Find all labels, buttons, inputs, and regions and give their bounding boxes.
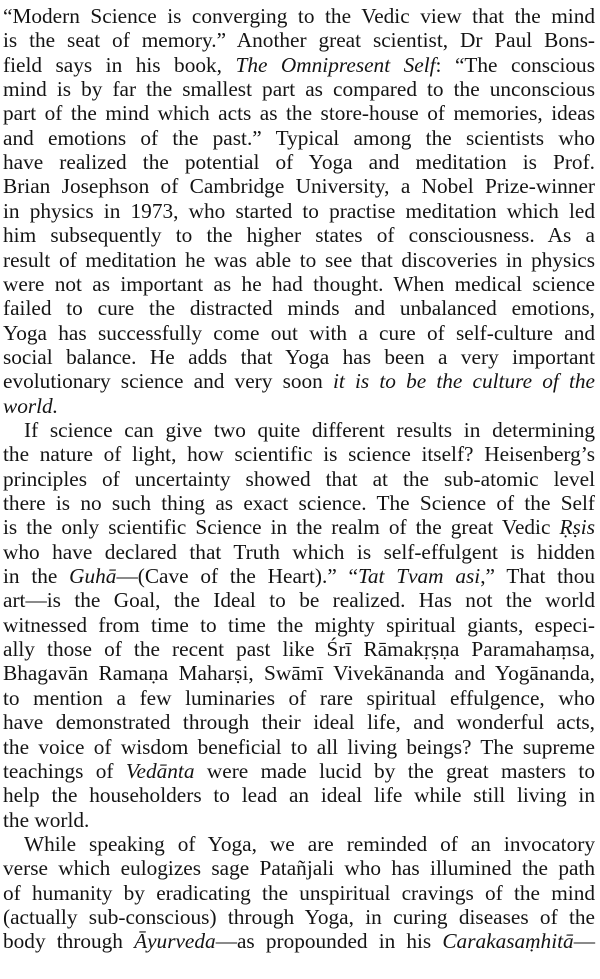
text-segment: : “The conscious bbox=[435, 52, 595, 77]
text-segment: have realized the potential of Yoga and meditation is Prof. bbox=[3, 150, 595, 175]
text-line bbox=[3, 4, 595, 28]
text-line bbox=[24, 832, 595, 856]
text-line bbox=[3, 296, 595, 320]
italic-text: Ṛṣis bbox=[559, 515, 595, 540]
text-segment: him subsequently to the higher states of consciousness. As a bbox=[3, 223, 595, 248]
text-segment: While speaking of Yoga, we are reminded of an invocatory bbox=[24, 831, 595, 856]
text-line bbox=[3, 174, 595, 198]
text-segment: were not as important as he had thought. When medical science bbox=[3, 271, 595, 296]
italic-text: The Omnipresent Self bbox=[235, 52, 436, 77]
text-line bbox=[3, 783, 595, 807]
text-segment: the world. bbox=[3, 807, 90, 832]
text-line bbox=[3, 881, 595, 905]
text-line bbox=[3, 686, 595, 710]
text-line bbox=[3, 564, 595, 588]
text-line bbox=[3, 905, 595, 929]
text-line bbox=[3, 77, 595, 101]
text-line bbox=[3, 759, 595, 783]
text-segment: — bbox=[573, 929, 595, 954]
text-line bbox=[3, 28, 595, 52]
text-line bbox=[3, 467, 595, 491]
text-segment: Brian Josephson of Cambridge University, a Nobel Prize-winner bbox=[3, 174, 595, 199]
text-segment: —(Cave of the Heart).” “ bbox=[116, 564, 359, 589]
text-segment: teachings of bbox=[3, 758, 126, 783]
text-line bbox=[3, 515, 595, 539]
text-segment: help the householders to lead an ideal life while still living in bbox=[3, 783, 595, 808]
text-line bbox=[24, 418, 595, 442]
text-segment: were made lucid by the great masters to bbox=[194, 758, 595, 783]
text-line bbox=[3, 199, 595, 223]
text-line bbox=[3, 394, 595, 418]
text-segment: part of the mind which acts as the store-house of memories, ideas bbox=[3, 101, 595, 126]
text-line bbox=[3, 321, 595, 345]
text-segment: result of meditation he was able to see that discoveries in physics bbox=[3, 247, 595, 272]
italic-text: world. bbox=[3, 393, 59, 418]
text-line bbox=[3, 248, 595, 272]
text-segment: ,” That thou bbox=[480, 564, 595, 589]
italic-text: it is to be the culture of the bbox=[332, 369, 595, 394]
text-segment: field says in his book, bbox=[3, 52, 236, 77]
text-segment: is the only scientific Science in the realm of the great Vedic bbox=[3, 515, 560, 540]
text-segment: who have declared that Truth which is self-effulgent is hidden bbox=[3, 539, 595, 564]
text-segment: evolutionary science and very soon bbox=[3, 369, 333, 394]
italic-text: Āyurveda bbox=[134, 929, 216, 954]
text-segment: ally those of the recent past like Śrī Rāmakṛṣṇa Paramahaṃsa, bbox=[3, 637, 595, 662]
text-line bbox=[3, 491, 595, 515]
text-line bbox=[3, 735, 595, 759]
text-segment: body through bbox=[3, 929, 135, 954]
text-line bbox=[3, 442, 595, 466]
text-segment: mind is by far the smallest part as compared to the unconscious bbox=[3, 77, 595, 102]
text-line bbox=[3, 345, 595, 369]
italic-text: Tat Tvam asi bbox=[358, 564, 481, 589]
text-segment: witnessed from time to time the mighty spiritual giants, especi- bbox=[3, 612, 595, 637]
text-segment: of humanity by eradicating the unspiritual cravings of the mind bbox=[3, 880, 595, 905]
text-line bbox=[3, 929, 595, 953]
text-segment: Yoga has successfully come out with a cure of self-culture and bbox=[3, 320, 595, 345]
text-segment: the nature of light, how scientific is science itself? Heisenberg’s bbox=[3, 442, 595, 467]
text-line bbox=[3, 101, 595, 125]
text-segment: the voice of wisdom beneficial to all living beings? The supreme bbox=[3, 734, 595, 759]
text-segment: have demonstrated through their ideal life, and wonderful acts, bbox=[3, 710, 595, 735]
text-line bbox=[3, 272, 595, 296]
italic-text: Carakasaṃhitā bbox=[442, 929, 574, 954]
text-line bbox=[3, 661, 595, 685]
text-segment: art—is the Goal, the Ideal to be realized. Has not the world bbox=[3, 588, 595, 613]
text-line bbox=[3, 588, 595, 612]
text-segment: Bhagavān Ramaṇa Maharṣi, Swāmī Vivekānanda and Yogānanda, bbox=[3, 661, 595, 686]
text-line bbox=[3, 150, 595, 174]
text-line bbox=[3, 126, 595, 150]
text-segment: failed to cure the distracted minds and unbalanced emotions, bbox=[3, 296, 595, 321]
text-segment: social balance. He adds that Yoga has been a very important bbox=[3, 344, 595, 369]
text-line bbox=[3, 710, 595, 734]
text-segment: in physics in 1973, who started to practise meditation which led bbox=[3, 198, 595, 223]
text-segment: If science can give two quite different results in determining bbox=[24, 417, 595, 442]
text-segment: (actually sub-conscious) through Yoga, in curing diseases of the bbox=[3, 904, 595, 929]
text-segment: verse which eulogizes sage Patañjali who has illumined the path bbox=[3, 856, 595, 881]
text-segment: principles of uncertainty showed that at the sub-atomic level bbox=[3, 466, 595, 491]
text-line bbox=[3, 223, 595, 247]
text-segment: there is no such thing as exact science. The Science of the Self bbox=[3, 491, 595, 515]
text-line bbox=[3, 613, 595, 637]
text-line bbox=[3, 637, 595, 661]
text-line bbox=[3, 540, 595, 564]
italic-text: Vedānta bbox=[125, 758, 195, 783]
text-line bbox=[3, 808, 595, 832]
text-segment: is the seat of memory.” Another great scientist, Dr Paul Bons- bbox=[3, 28, 595, 53]
text-line bbox=[3, 53, 595, 77]
text-segment: “Modern Science is converging to the Vedic view that the mind bbox=[3, 4, 595, 28]
text-line bbox=[3, 369, 595, 393]
text-segment: in the bbox=[3, 564, 70, 589]
italic-text: Guhā bbox=[69, 564, 117, 589]
text-line bbox=[3, 856, 595, 880]
text-segment: and emotions of the past.” Typical among the scientists who bbox=[3, 125, 595, 150]
text-segment: —as propounded in his bbox=[215, 929, 443, 954]
text-segment: to mention a few luminaries of rare spiritual effulgence, who bbox=[3, 685, 595, 710]
